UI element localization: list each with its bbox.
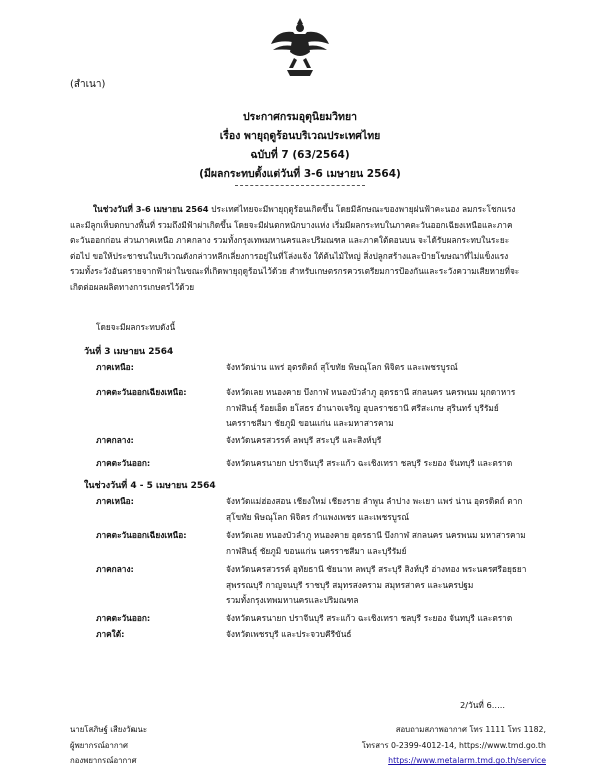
section1-region-provinces: กาฬสินธุ์ ร้อยเอ็ด ยโสธร อำนาจเจริญ อุบลราชธานี ศรีสะเกษ สุรินทร์ บุรีรัมย์	[226, 402, 499, 413]
section1-region-label: ภาคตะวันออกเฉียงเหนือ:	[96, 387, 187, 397]
section2-region-provinces: จังหวัดนครนายก ปราจีนบุรี สระแก้ว ฉะเชิงเทรา ชลบุรี ระยอง จันทบุรี และตราด	[226, 613, 513, 623]
section1-region-provinces: จังหวัดนครสวรรค์ ลพบุรี สระบุรี และสิงห์บุรี	[226, 435, 382, 445]
section2-region-provinces: จังหวัดเลย หนองบัวลำภู หนองคาย อุดรธานี บึงกาฬ สกลนคร นครพนม มหาสารคาม	[226, 530, 526, 540]
garuda-emblem-icon	[267, 14, 333, 80]
intro-paragraph	[70, 202, 548, 296]
continuation-note: 2/วันที่ 6.....	[460, 700, 505, 710]
section1-region-label: ภาคเหนือ:	[96, 362, 134, 372]
section2-region-label: ภาคตะวันออกเฉียงเหนือ:	[96, 530, 187, 540]
section1-region-provinces: จังหวัดนครนายก ปราจีนบุรี สระแก้ว ฉะเชิงเทรา ชลบุรี ระยอง จันทบุรี และตราด	[226, 458, 513, 468]
footer-author-position: ผู้พยากรณ์อากาศ	[70, 740, 128, 750]
announcement-effective-period: (มีผลกระทบตั้งแต่วันที่ 3-6 เมษายน 2564)	[199, 168, 401, 180]
section2-region-provinces: จังหวัดเพชรบุรี และประจวบคีรีขันธ์	[226, 629, 352, 639]
section2-region-provinces: สุโขทัย พิษณุโลก พิจิตร กำแพงเพชร และเพชรบูรณ์	[226, 511, 410, 522]
copy-label: (สำเนา)	[70, 79, 106, 90]
title-divider	[235, 185, 365, 186]
section2-region-label: ภาคใต้:	[96, 629, 125, 639]
intro-line-6: เกิดต่อผลผลิตทางการเกษตรไว้ด้วย	[70, 281, 195, 292]
affected-intro: โดยจะมีผลกระทบดังนี้	[96, 322, 176, 332]
footer-contact-phone: สอบถามสภาพอากาศ โทร 1111 โทร 1182,	[395, 725, 546, 734]
footer-service-link[interactable]: https://www.metalarm.tmd.go.th/service	[388, 756, 546, 766]
footer-author-name: นายโสภิษฐ์ เสียงวัฒนะ	[70, 725, 148, 734]
footer-author-division: กองพยากรณ์อากาศ	[70, 756, 137, 766]
section1-region-provinces: จังหวัดเลย หนองคาย บึงกาฬ หนองบัวลำภู อุดรธานี สกลนคร นครพนม มุกดาหาร	[226, 387, 516, 397]
section2-region-provinces: จังหวัดแม่ฮ่องสอน เชียงใหม่ เชียงราย ลำพูน ลำปาง พะเยา แพร่ น่าน อุตรดิตถ์ ตาก	[226, 496, 523, 506]
footer-contact	[330, 722, 546, 769]
section2-date: ในช่วงวันที่ 4 - 5 เมษายน 2564	[84, 481, 216, 491]
section2-region-label: ภาคเหนือ:	[96, 496, 134, 506]
section2-region-label: ภาคตะวันออก:	[96, 613, 151, 623]
announcement-title: ประกาศกรมอุตุนิยมวิทยา	[242, 111, 358, 123]
section1-region-label: ภาคตะวันออก:	[96, 458, 151, 468]
footer-contact-fax: โทรสาร 0-2399-4012-14, https://www.tmd.go.th	[361, 740, 546, 750]
intro-line-3: ตะวันออกก่อน ส่วนภาคเหนือ ภาคกลาง รวมทั้งกรุงเทพมหานครและปริมณฑล และภาคใต้ตอนบน จะได้รับผลกระทบในระยะ	[70, 235, 510, 246]
intro-line-1: ประเทศไทยจะมีพายุฤดูร้อนเกิดขึ้น โดยมีลักษณะของพายุฝนฟ้าคะนอง ลมกระโชกแรง	[208, 204, 516, 214]
section1-region-label: ภาคกลาง:	[96, 435, 134, 445]
intro-line-5: รวมทั้งระวังอันตรายจากฟ้าผ่าในขณะที่เกิดพายุฤดูร้อนไว้ด้วย สำหรับเกษตรกรควรเตรียมการป้องกันและระวังความเสียหายที่จะ	[70, 266, 520, 277]
intro-lead: ในช่วงวันที่ 3-6 เมษายน 2564	[93, 204, 209, 214]
intro-line-2: และมีลูกเห็บตกบางพื้นที่ รวมถึงมีฟ้าผ่าเกิดขึ้น โดยจะมีฝนตกหนักบางแห่ง เริ่มมีผลกระทบในภาคตะวันออกเฉียงเหนือและภาค	[70, 219, 513, 230]
announcement-number: ฉบับที่ 7 (63/2564)	[250, 149, 350, 161]
section1-date: วันที่ 3 เมษายน 2564	[84, 347, 174, 357]
section2-region-provinces: จังหวัดนครสวรรค์ อุทัยธานี ชัยนาท ลพบุรี สระบุรี สิงห์บุรี อ่างทอง พระนครศรีอยุธยา	[226, 564, 527, 574]
section2-region-label: ภาคกลาง:	[96, 564, 134, 574]
section1-region-provinces: นครราชสีมา ชัยภูมิ ขอนแก่น และมหาสารคาม	[226, 418, 394, 429]
section2-region-provinces: กาฬสินธุ์ ชัยภูมิ ขอนแก่น นครราชสีมา และบุรีรัมย์	[226, 545, 407, 556]
section2-region-provinces: รวมทั้งกรุงเทพมหานครและปริมณฑล	[226, 595, 359, 606]
section2-region-provinces: สุพรรณบุรี กาญจนบุรี ราชบุรี สมุทรสงคราม สมุทรสาคร และนครปฐม	[226, 579, 474, 590]
footer-author	[70, 722, 147, 769]
section1-region-provinces: จังหวัดน่าน แพร่ อุตรดิตถ์ สุโขทัย พิษณุโลก พิจิตร และเพชรบูรณ์	[226, 362, 458, 372]
intro-line-4: ต่อไป ขอให้ประชาชนในบริเวณดังกล่าวหลีกเลี่ยงการอยู่ในที่โล่งแจ้ง ใต้ต้นไม้ใหญ่ สิ่งปลูกสร้างและป้ายโฆษณาที่ไม่แข็งแรง	[70, 250, 509, 261]
announcement-subject: เรื่อง พายุฤดูร้อนบริเวณประเทศไทย	[219, 130, 381, 142]
